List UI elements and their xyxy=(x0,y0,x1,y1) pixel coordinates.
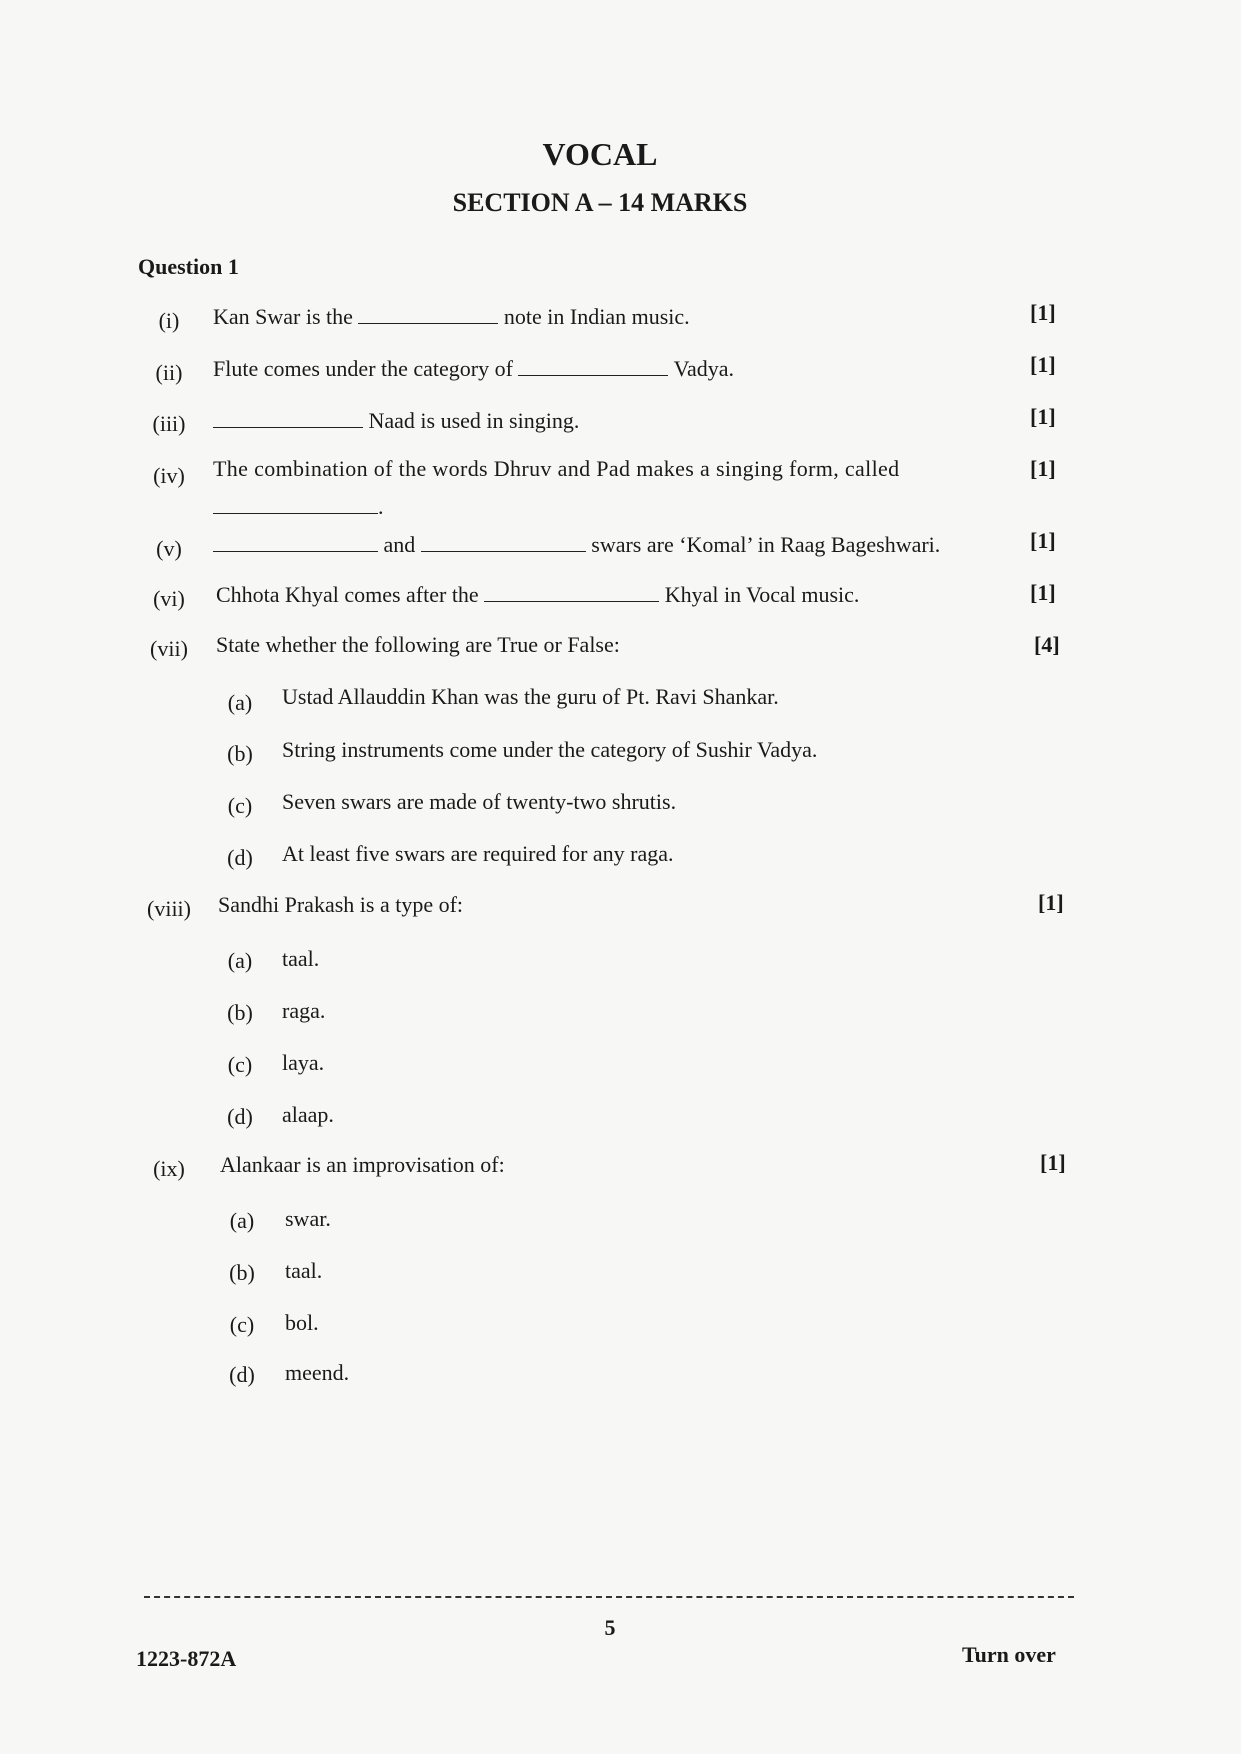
option-text: taal. xyxy=(282,946,320,971)
item-text xyxy=(213,356,734,382)
section-heading: SECTION A – 14 MARKS xyxy=(452,188,748,217)
item-text-before: Chhota Khyal comes after the xyxy=(216,582,479,607)
option-label: (d) xyxy=(227,845,253,870)
answer-blank xyxy=(213,409,363,428)
option-label: (b) xyxy=(227,741,253,766)
item-number: (vi) xyxy=(153,586,185,611)
item-text-continuation xyxy=(213,494,384,520)
option-label: (a) xyxy=(227,690,253,715)
item-marks: [1] xyxy=(1038,890,1064,915)
item-number: (ix) xyxy=(153,1156,185,1181)
item-text-after: Vadya. xyxy=(673,356,735,381)
item-text xyxy=(213,408,579,434)
option-text: Seven swars are made of twenty-two shrutis. xyxy=(282,789,677,814)
item-marks: [1] xyxy=(1030,580,1056,605)
option-label: (b) xyxy=(229,1260,255,1285)
footer-divider xyxy=(144,1596,1074,1598)
item-text xyxy=(216,582,859,608)
option-label: (c) xyxy=(227,1052,253,1077)
answer-blank xyxy=(213,533,378,552)
option-text: String instruments come under the category of Sushir Vadya. xyxy=(282,737,818,762)
item-number: (i) xyxy=(158,308,180,333)
item-text: The combination of the words Dhruv and Pad makes a singing form, called xyxy=(213,456,900,481)
answer-blank xyxy=(421,533,586,552)
answer-blank xyxy=(213,495,378,514)
option-label: (c) xyxy=(229,1312,255,1337)
item-marks: [1] xyxy=(1040,1150,1066,1175)
answer-blank xyxy=(358,305,498,324)
option-text: alaap. xyxy=(282,1102,334,1127)
option-label: (a) xyxy=(229,1208,255,1233)
page-number: 5 xyxy=(604,1615,616,1640)
item-marks: [4] xyxy=(1034,632,1060,657)
item-text-after: Naad is used in singing. xyxy=(368,408,580,433)
option-text: raga. xyxy=(282,998,326,1023)
paper-code: 1223-872A xyxy=(136,1646,237,1671)
option-text: At least five swars are required for any raga. xyxy=(282,841,674,866)
item-number: (viii) xyxy=(147,896,191,921)
item-text-after: note in Indian music. xyxy=(503,304,690,329)
item-text xyxy=(213,304,690,330)
option-text: laya. xyxy=(282,1050,325,1075)
item-text-after: swars are ‘Komal’ in Raag Bageshwari. xyxy=(591,532,941,557)
item-marks: [1] xyxy=(1030,528,1056,553)
item-text-end: . xyxy=(378,494,384,519)
page-title: VOCAL xyxy=(542,136,658,172)
option-text: swar. xyxy=(285,1206,331,1231)
item-text-before: Kan Swar is the xyxy=(213,304,353,329)
item-marks: [1] xyxy=(1030,404,1056,429)
item-number: (ii) xyxy=(155,360,183,385)
item-text-mid: and xyxy=(383,532,416,557)
item-number: (iv) xyxy=(153,463,185,488)
question-heading: Question 1 xyxy=(138,254,239,279)
item-number: (v) xyxy=(156,536,182,561)
option-label: (a) xyxy=(227,948,253,973)
option-text: bol. xyxy=(285,1310,319,1335)
item-text-before: Flute comes under the category of xyxy=(213,356,513,381)
option-text: meend. xyxy=(285,1360,350,1385)
item-text-after: Khyal in Vocal music. xyxy=(664,582,860,607)
option-label: (d) xyxy=(227,1104,253,1129)
turn-over-label: Turn over xyxy=(962,1642,1056,1667)
option-label: (b) xyxy=(227,1000,253,1025)
option-label: (d) xyxy=(229,1362,255,1387)
answer-blank xyxy=(484,583,659,602)
item-text xyxy=(213,532,940,558)
item-marks: [1] xyxy=(1030,300,1056,325)
option-label: (c) xyxy=(227,793,253,818)
option-text: taal. xyxy=(285,1258,323,1283)
item-text: Alankaar is an improvisation of: xyxy=(220,1152,505,1177)
item-marks: [1] xyxy=(1030,456,1056,481)
option-text: Ustad Allauddin Khan was the guru of Pt. Ravi Shankar. xyxy=(282,684,779,709)
answer-blank xyxy=(518,357,668,376)
item-text: State whether the following are True or False: xyxy=(216,632,620,657)
item-number: (iii) xyxy=(152,411,186,436)
item-text: Sandhi Prakash is a type of: xyxy=(218,892,464,917)
item-marks: [1] xyxy=(1030,352,1056,377)
item-number: (vii) xyxy=(150,636,188,661)
